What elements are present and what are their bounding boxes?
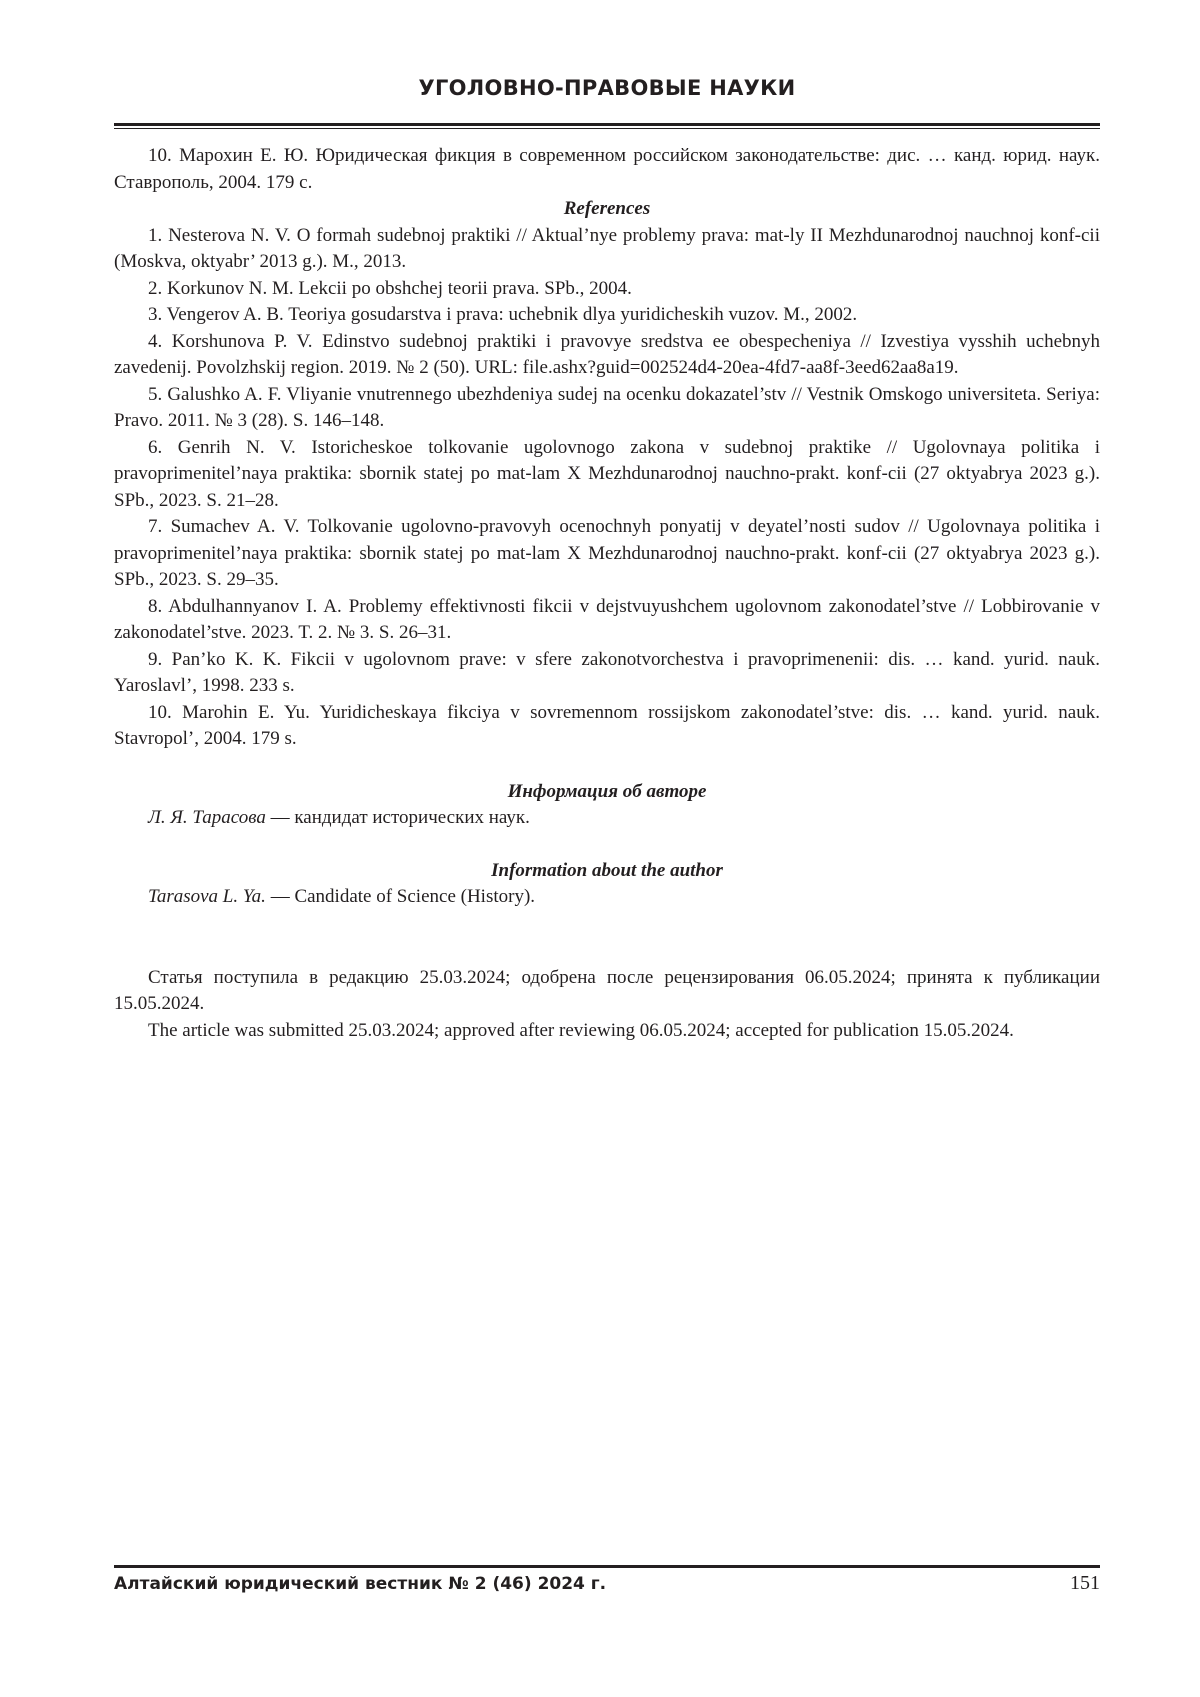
spacer xyxy=(114,911,1100,965)
author-name-ru: Л. Я. Тарасова xyxy=(148,807,266,828)
reference-item: 9. Pan’ko K. K. Fikcii v ugolovnom prave: v sfere zakonotvorchestva i pravoprimenenii: dis. … kand. yurid. nauk. Yaroslavl’, 1998. 233 s. xyxy=(114,647,1100,700)
reference-item: 7. Sumachev A. V. Tolkovanie ugolovno-pravovyh ocenochnyh ponyatij v deyatel’nosti sudov // Ugolovnaya politika i pravoprimenitel’naya praktika: sbornik statej po mat-lam X Mezhdunarodnoj nauchno-prakt. konf-cii (27 oktyabrya 2023 g.). SPb., 2023. S. 29–35. xyxy=(114,514,1100,594)
footer-journal-title: Алтайский юридический вестник № 2 (46) 2024 г. xyxy=(114,1572,606,1596)
author-info-ru xyxy=(114,805,1100,832)
spacer xyxy=(114,753,1100,779)
reference-item: 5. Galushko A. F. Vliyanie vnutrennego ubezhdeniya sudej na ocenku dokazatel’stv // Vestnik Omskogo universiteta. Seriya: Pravo. 2011. № 3 (28). S. 146–148. xyxy=(114,382,1100,435)
spacer xyxy=(114,832,1100,858)
reference-item: 3. Vengerov A. B. Teoriya gosudarstva i prava: uchebnik dlya yuridicheskih vuzov. M., 2002. xyxy=(114,302,1100,329)
author-description-en: — Candidate of Science (History). xyxy=(266,886,535,907)
reference-item: 4. Korshunova P. V. Edinstvo sudebnoj praktiki i pravovye sredstva ee obespecheniya // Izvestiya vysshih uchebnyh zavedenij. Povolzhskij region. 2019. № 2 (50). URL: file.ashx?guid=002524d4-20ea-4fd7-aa8f-3eed62aa8a19. xyxy=(114,329,1100,382)
reference-item: 1. Nesterova N. V. O formah sudebnoj praktiki // Aktual’nye problemy prava: mat-ly II Mezhdunarodnoj nauchnoj konf-cii (Moskva, oktyabr’ 2013 g.). M., 2013. xyxy=(114,223,1100,276)
section-header: УГОЛОВНО-ПРАВОВЫЕ НАУКИ xyxy=(114,76,1100,100)
reference-item: 2. Korkunov N. M. Lekcii po obshchej teorii prava. SPb., 2004. xyxy=(114,276,1100,303)
article-dates-en: The article was submitted 25.03.2024; approved after reviewing 06.05.2024; accepted for publication 15.05.2024. xyxy=(114,1018,1100,1045)
author-name-en: Tarasova L. Ya. xyxy=(148,886,266,907)
author-info-en xyxy=(114,884,1100,911)
page-content xyxy=(114,143,1100,1044)
author-info-ru-heading: Информация об авторе xyxy=(114,779,1100,806)
header-rule-thin xyxy=(114,128,1100,129)
author-info-en-heading: Information about the author xyxy=(114,858,1100,885)
author-description-ru: — кандидат исторических наук. xyxy=(266,807,530,828)
page-number: 151 xyxy=(1070,1570,1100,1596)
footer-rule xyxy=(114,1565,1100,1568)
reference-item: 10. Marohin E. Yu. Yuridicheskaya fikciya v sovremennom rossijskom zakonodatel’stve: dis. … kand. yurid. nauk. Stavropol’, 2004. 179 s. xyxy=(114,700,1100,753)
reference-item: 8. Abdulhannyanov I. A. Problemy effektivnosti fikcii v dejstvuyushchem ugolovnom zakonodatel’stve // Lobbirovanie v zakonodatel’stve. 2023. T. 2. № 3. S. 26–31. xyxy=(114,594,1100,647)
article-dates-ru: Статья поступила в редакцию 25.03.2024; одобрена после рецензирования 06.05.2024; принята к публикации 15.05.2024. xyxy=(114,965,1100,1018)
reference-ru-10: 10. Марохин Е. Ю. Юридическая фикция в современном российском законодательстве: дис. … канд. юрид. наук. Ставрополь, 2004. 179 с. xyxy=(114,143,1100,196)
references-heading: References xyxy=(114,196,1100,223)
reference-item: 6. Genrih N. V. Istoricheskoe tolkovanie ugolovnogo zakona v sudebnoj praktike // Ugolovnaya politika i pravoprimenitel’naya praktika: sbornik statej po mat-lam X Mezhdunarodnoj nauchno-prakt. konf-cii (27 oktyabrya 2023 g.). SPb., 2023. S. 21–28. xyxy=(114,435,1100,515)
header-rule-thick xyxy=(114,123,1100,126)
